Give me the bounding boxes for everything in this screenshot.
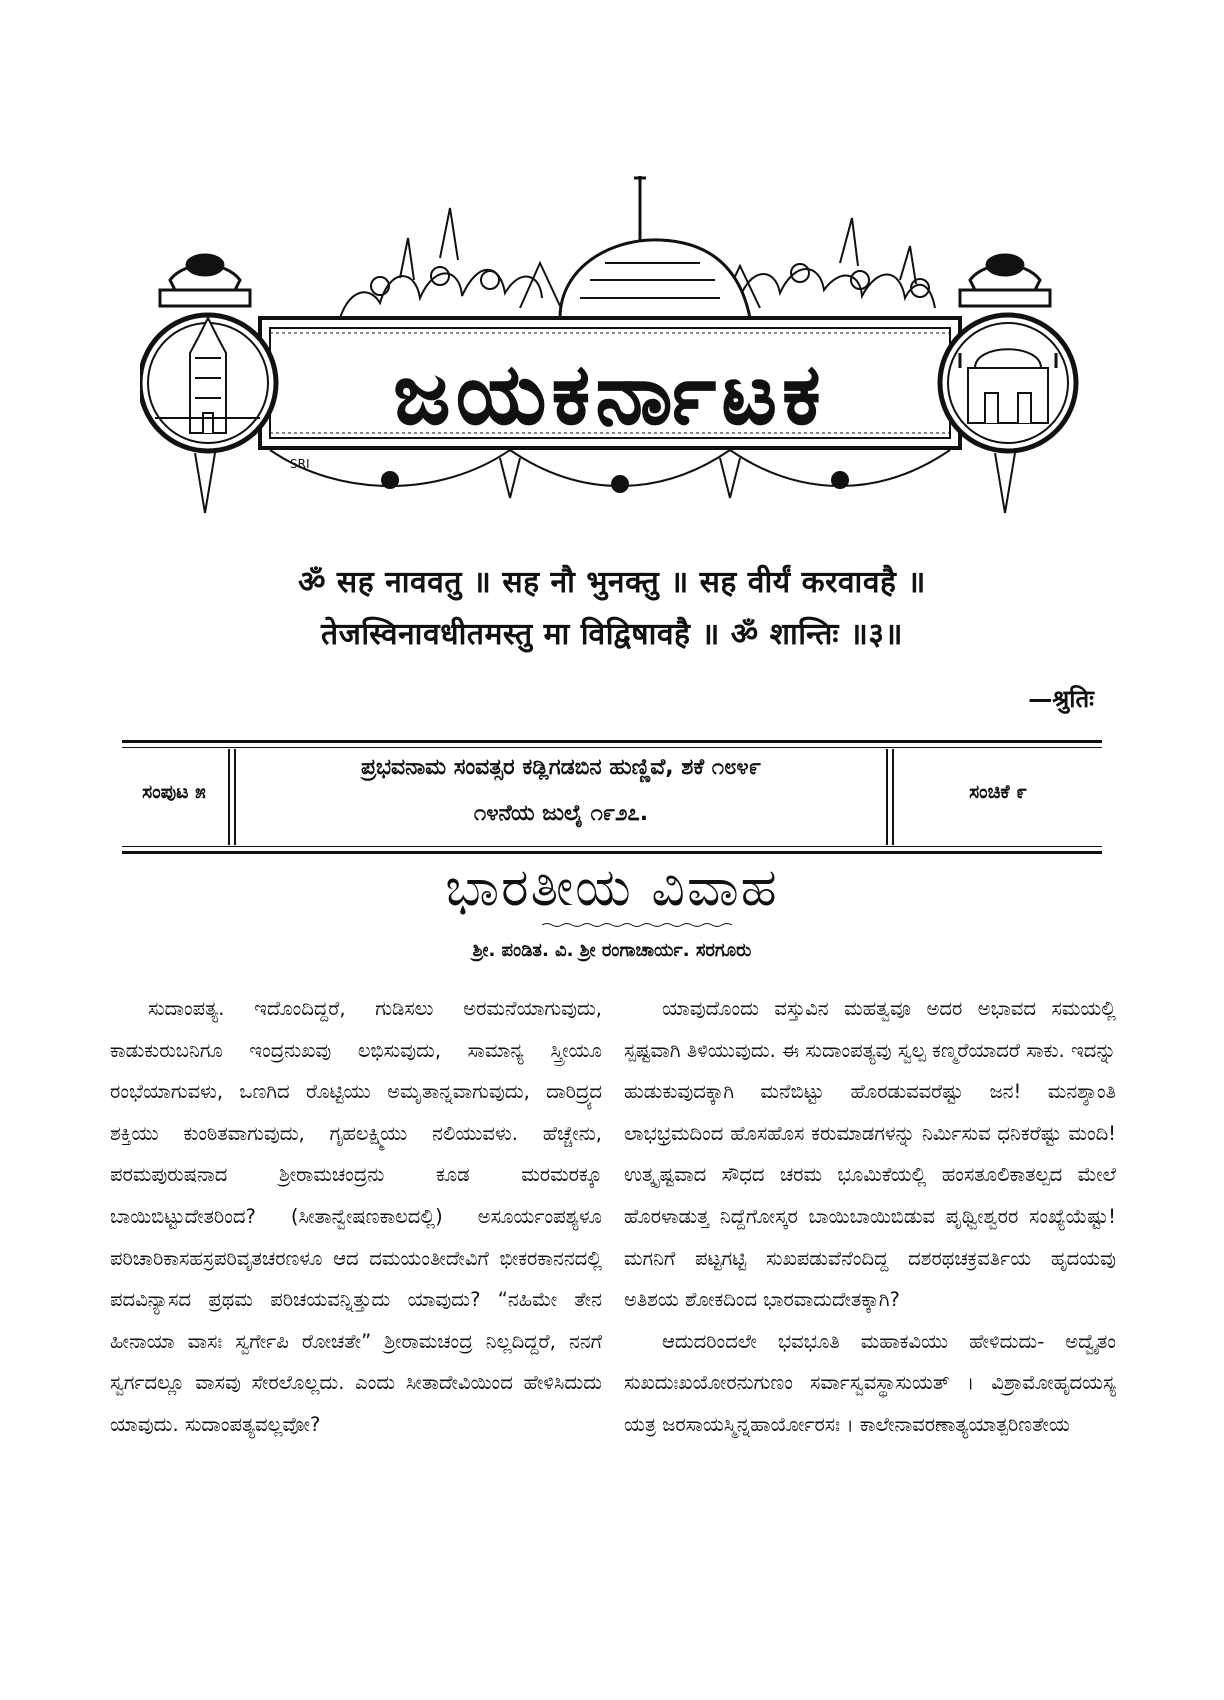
volume-number: ಸಂಪುಟ ೫ [142, 781, 206, 803]
issue-date-line-1: ಪ್ರಭವನಾಮ ಸಂವತ್ಸರ ಕಡ್ಲಿಗಡಬಿನ ಹುಣ್ಣಿವೆ, ಶಕೆ ೧೮೪೯ [360, 755, 762, 780]
left-paragraph-1: ಸುದಾಂಪತ್ಯ. ಇದೊಂದಿದ್ದರೆ, ಗುಡಿಸಲು ಅರಮನೆಯಾಗುವುದು, ಕಾಡುಕುರುಬನಿಗೂ ಇಂದ್ರನುಖವು ಲಭಿಸುವುದು, ಸಾಮಾನ್ಯ ಸ್ತ್ರೀಯೂ ರಂಭೆಯಾಗುವಳು, ಒಣಗಿದ ರೊಟ್ಟಿಯು ಅಮೃತಾನ್ನವಾಗುವುದು, ದಾರಿದ್ರ್ಯದ ಶಕ್ತಿಯು ಕುಂಠಿತವಾಗುವುದು, ಗೃಹಲಕ್ಷ್ಮಿಯು ನಲಿಯುವಳು. ಹೆಚ್ಚೇನು, ಪರಮಪುರುಷನಾದ ಶ್ರೀರಾಮಚಂದ್ರನು ಕೂಡ ಮರಮರಕ್ಕೂ ಬಾಯಿಬಿಟ್ಟುದೇತರಿಂದ? (ಸೀತಾನ್ವೇಷಣಕಾಲದಲ್ಲಿ) ಅಸೂರ್ಯಂಪಶ್ಯಳೂ ಪರಿಚಾರಿಕಾಸಹಸ್ರಪರಿವೃತಚರಣಳೂ ಆದ ದಮಯಂತೀದೇವಿಗೆ ಭೀಕರಕಾನನದಲ್ಲಿ ಪದವಿನ್ಯಾಸದ ಪ್ರಥಮ ಪರಿಚಯವನ್ನಿತ್ತುದು ಯಾವುದು? “ನಹಿಮೇ ತೇನ ಹೀನಾಯಾ ವಾಸಃ ಸ್ವರ್ಗೇಪಿ ರೋಚತೇ” ಶ್ರೀರಾಮಚಂದ್ರ ನಿಲ್ಲದಿದ್ದರೆ, ನನಗೆ ಸ್ವರ್ಗದಲ್ಲೂ ವಾಸವು ಸೇರಲೊಲ್ಲದು. ಎಂದು ಸೀತಾದೇವಿಯಿಂದ ಹೇಳಿಸಿದುದು ಯಾವುದು. ಸುದಾಂಪತ್ಯವಲ್ಲವೋ? [110, 997, 602, 1436]
right-finial [960, 255, 1050, 306]
right-paragraph-2: ಆದುದರಿಂದಲೇ ಭವಭೂತಿ ಮಹಾಕವಿಯು ಹೇಳಿದುದು- ಅದ್ವೈತಂ ಸುಖದುಃಖಯೋರನುಗುಣಂ ಸರ್ವಾಸ್ವವಸ್ಥಾಸುಯತ್ । ವಿಶ್ರಾಮೋಹೃದಯಸ್ಯ ಯತ್ರ ಜರಸಾಯಸ್ಮಿನ್ನಹಾರ್ಯೋರಸಃ । ಕಾಲೇನಾವರಣಾತ್ಯಯಾತ್ಪರಿಣತೇಯ [624, 1329, 1116, 1436]
issue-info-box [122, 740, 1102, 854]
artist-signature: SRI [290, 457, 310, 471]
garlands [195, 450, 1015, 513]
issue-date-line-2: ೧೪ನೆಯ ಜುಲೈ ೧೯೨೭. [473, 801, 649, 826]
invocation-line-1: ॐ सह नाववतु ॥ सह नौ भुनक्तु ॥ सह वीर्यं करवावहै ॥ [298, 565, 926, 600]
crown-motif [560, 176, 750, 326]
article-title: ಭಾರತೀಯ ವಿವಾಹ [445, 858, 779, 918]
left-finial [160, 255, 250, 306]
invocation-line-2: तेजस्विनावधीतमस्तु मा विद्विषावहै ॥ ॐ शान्तिः ॥३॥ [321, 617, 903, 652]
issue-number: ಸಂಚಿಕೆ ೯ [969, 781, 1027, 803]
masthead-illustration [140, 168, 1140, 538]
left-roundel [140, 315, 276, 451]
article-author: ಶ್ರೀ. ಪಂಡಿತ. ವಿ. ಶ್ರೀ ರಂಗಾಚಾರ್ಯ. ಸರಗೂರು [472, 940, 752, 961]
masthead-title: ಜಯಕರ್ನಾಟಕ [393, 345, 827, 443]
invocation-source: —श्रुतिः [1028, 685, 1094, 713]
title-ornament [542, 922, 732, 928]
right-roundel [940, 315, 1076, 451]
right-paragraph-1: ಯಾವುದೊಂದು ವಸ್ತುವಿನ ಮಹತ್ವವೂ ಅದರ ಅಭಾವದ ಸಮಯಲ್ಲಿ ಸ್ಪಷ್ಟವಾಗಿ ತಿಳಿಯುವುದು. ಈ ಸುದಾಂಪತ್ಯವು ಸ್ವಲ್ಪ ಕಣ್ಮರೆಯಾದರೆ ಸಾಕು. ಇದನ್ನು ಹುಡುಕುವುದಕ್ಕಾಗಿ ಮನೆಬಿಟ್ಟು ಹೊರಡುವವರೆಷ್ಟು ಜನ! ಮನಶ್ಶಾಂತಿ ಲಾಭಭ್ರಮದಿಂದ ಹೊಸಹೊಸ ಕರುಮಾಡಗಳನ್ನು ನಿರ್ಮಿಸುವ ಧನಿಕರೆಷ್ಟು ಮಂದಿ! ಉತ್ಕೃಷ್ಟವಾದ ಸೌಧದ ಚರಮ ಭೂಮಿಕೆಯಲ್ಲಿ ಹಂಸತೂಲಿಕಾತಲ್ಪದ ಮೇಲೆ ಹೊರಳಾಡುತ್ತ ನಿದ್ದೆಗೋಸ್ಕರ ಬಾಯಿಬಾಯಿಬಿಡುವ ಪೃಥ್ವೀಶ್ವರರ ಸಂಖ್ಯೆಯೆಷ್ಟು! ಮಗನಿಗೆ ಪಟ್ಟಗಟ್ಟಿ ಸುಖಪಡುವೆನೆಂದಿದ್ದ ದಶರಥಚಕ್ರವರ್ತಿಯ ಹೃದಯವು ಅತಿಶಯ ಶೋಕದಿಂದ ಭಾರವಾದುದೇತಕ್ಕಾಗಿ? [624, 997, 1116, 1312]
article-left-column [110, 988, 602, 1446]
article-right-column [624, 988, 1116, 1446]
